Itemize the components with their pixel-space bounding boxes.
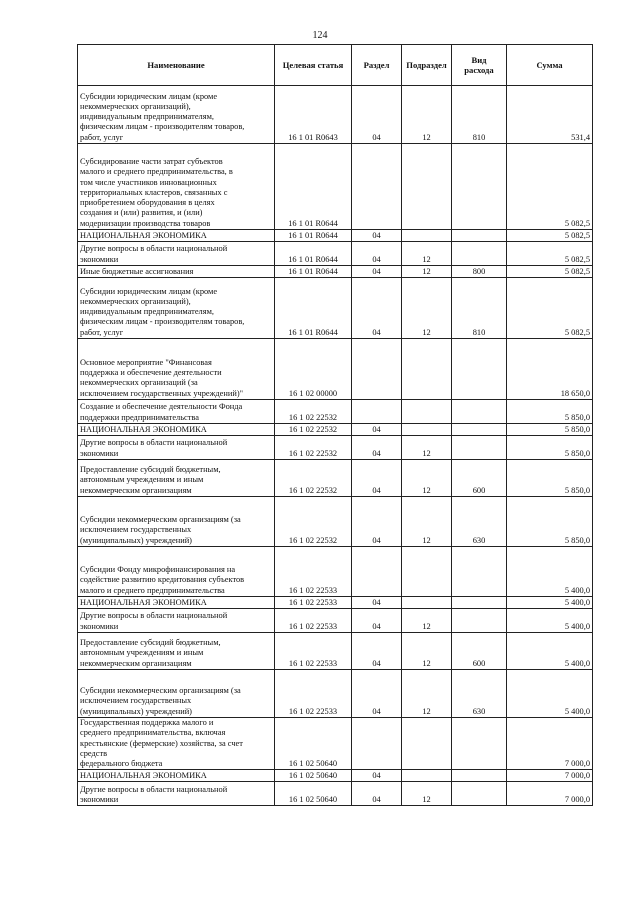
cell-name: Основное мероприятие "Финансовая поддержка и обеспечение деятельности некоммерческих организаций (за исключением государственных учреждений)" <box>78 339 275 400</box>
table-row <box>78 633 593 670</box>
cell-subsection <box>402 400 452 424</box>
cell-target: 16 1 01 R0644 <box>275 266 352 278</box>
cell-kind <box>452 597 507 609</box>
table-row <box>78 144 593 230</box>
cell-name: Субсидии некоммерческим организациям (за исключением государственных (муниципальных) учреждений) <box>78 497 275 547</box>
cell-kind <box>452 436 507 460</box>
cell-kind: 810 <box>452 278 507 339</box>
cell-target: 16 1 02 22532 <box>275 436 352 460</box>
cell-subsection: 12 <box>402 609 452 633</box>
table-row <box>78 266 593 278</box>
cell-subsection <box>402 144 452 230</box>
cell-section: 04 <box>352 230 402 242</box>
cell-sum: 7 000,0 <box>507 782 593 806</box>
cell-section: 04 <box>352 609 402 633</box>
cell-section: 04 <box>352 670 402 718</box>
cell-target: 16 1 02 22533 <box>275 547 352 597</box>
cell-subsection <box>402 718 452 770</box>
cell-section: 04 <box>352 460 402 497</box>
cell-kind: 630 <box>452 670 507 718</box>
cell-name: НАЦИОНАЛЬНАЯ ЭКОНОМИКА <box>78 230 275 242</box>
cell-sum: 5 400,0 <box>507 609 593 633</box>
cell-kind <box>452 339 507 400</box>
cell-section <box>352 339 402 400</box>
cell-sum: 5 400,0 <box>507 547 593 597</box>
cell-sum: 5 850,0 <box>507 424 593 436</box>
cell-sum: 5 400,0 <box>507 597 593 609</box>
cell-target: 16 1 02 50640 <box>275 770 352 782</box>
header-kind: Вид расхода <box>452 45 507 86</box>
cell-sum: 18 650,0 <box>507 339 593 400</box>
cell-name: НАЦИОНАЛЬНАЯ ЭКОНОМИКА <box>78 770 275 782</box>
table-row <box>78 278 593 339</box>
cell-section <box>352 144 402 230</box>
table-row <box>78 782 593 806</box>
cell-name: Предоставление субсидий бюджетным, автономным учреждениям и иным некоммерческим организациям <box>78 460 275 497</box>
cell-section <box>352 718 402 770</box>
cell-section: 04 <box>352 497 402 547</box>
cell-subsection <box>402 547 452 597</box>
cell-subsection: 12 <box>402 782 452 806</box>
cell-kind <box>452 424 507 436</box>
table-row <box>78 770 593 782</box>
cell-name: НАЦИОНАЛЬНАЯ ЭКОНОМИКА <box>78 424 275 436</box>
cell-section: 04 <box>352 597 402 609</box>
cell-sum: 5 850,0 <box>507 460 593 497</box>
cell-name: Субсидирование части затрат субъектов малого и среднего предпринимательства, в том числе участников инновационных территориальных кластеров, связанных с приобретением оборудования в целях создания и (или) развития, и (или) модернизации производства товаров <box>78 144 275 230</box>
cell-sum: 7 000,0 <box>507 770 593 782</box>
cell-target: 16 1 02 22532 <box>275 460 352 497</box>
cell-name: Другие вопросы в области национальной экономики <box>78 242 275 266</box>
cell-subsection <box>402 770 452 782</box>
cell-name: Субсидии юридическим лицам (кроме некоммерческих организаций), индивидуальным предпринимателям, физическим лицам - производителям товаров, работ, услуг <box>78 86 275 144</box>
table-row <box>78 597 593 609</box>
table-row <box>78 242 593 266</box>
cell-subsection <box>402 597 452 609</box>
cell-sum: 5 082,5 <box>507 230 593 242</box>
table-row <box>78 609 593 633</box>
cell-kind: 630 <box>452 497 507 547</box>
table-row <box>78 670 593 718</box>
cell-section: 04 <box>352 278 402 339</box>
cell-sum: 7 000,0 <box>507 718 593 770</box>
cell-kind <box>452 242 507 266</box>
cell-target: 16 1 02 22532 <box>275 424 352 436</box>
table-row <box>78 424 593 436</box>
cell-kind <box>452 400 507 424</box>
cell-target: 16 1 01 R0643 <box>275 86 352 144</box>
table-row <box>78 547 593 597</box>
header-name: Наименование <box>78 45 275 86</box>
header-subsection: Подраздел <box>402 45 452 86</box>
cell-sum: 531,4 <box>507 86 593 144</box>
cell-sum: 5 850,0 <box>507 400 593 424</box>
cell-section: 04 <box>352 782 402 806</box>
cell-subsection <box>402 339 452 400</box>
cell-subsection: 12 <box>402 242 452 266</box>
cell-subsection: 12 <box>402 86 452 144</box>
cell-subsection: 12 <box>402 436 452 460</box>
cell-sum: 5 400,0 <box>507 633 593 670</box>
cell-section <box>352 400 402 424</box>
cell-kind <box>452 230 507 242</box>
cell-sum: 5 082,5 <box>507 242 593 266</box>
cell-name: Другие вопросы в области национальной экономики <box>78 609 275 633</box>
header-sum: Сумма <box>507 45 593 86</box>
cell-kind: 810 <box>452 86 507 144</box>
cell-name: Иные бюджетные ассигнования <box>78 266 275 278</box>
cell-name: Государственная поддержка малого и среднего предпринимательства, включая крестьянские (фермерские) хозяйства, за счет средств федерального бюджета <box>78 718 275 770</box>
cell-sum: 5 850,0 <box>507 436 593 460</box>
cell-kind <box>452 144 507 230</box>
cell-sum: 5 082,5 <box>507 266 593 278</box>
cell-target: 16 1 02 00000 <box>275 339 352 400</box>
cell-target: 16 1 02 50640 <box>275 718 352 770</box>
cell-target: 16 1 02 50640 <box>275 782 352 806</box>
cell-kind <box>452 609 507 633</box>
cell-name: Другие вопросы в области национальной экономики <box>78 782 275 806</box>
cell-target: 16 1 01 R0644 <box>275 242 352 266</box>
table-row <box>78 230 593 242</box>
cell-kind: 600 <box>452 633 507 670</box>
cell-target: 16 1 01 R0644 <box>275 230 352 242</box>
cell-subsection: 12 <box>402 633 452 670</box>
cell-name: Субсидии юридическим лицам (кроме некоммерческих организаций), индивидуальным предпринимателям, физическим лицам - производителям товаров, работ, услуг <box>78 278 275 339</box>
cell-section: 04 <box>352 633 402 670</box>
table-body <box>78 86 593 806</box>
cell-kind <box>452 782 507 806</box>
table-row <box>78 400 593 424</box>
cell-target: 16 1 02 22533 <box>275 670 352 718</box>
cell-kind: 800 <box>452 266 507 278</box>
table-row <box>78 460 593 497</box>
header-row <box>78 45 593 86</box>
cell-sum: 5 082,5 <box>507 278 593 339</box>
header-target: Целевая статья <box>275 45 352 86</box>
cell-target: 16 1 01 R0644 <box>275 144 352 230</box>
cell-subsection: 12 <box>402 278 452 339</box>
cell-section: 04 <box>352 266 402 278</box>
cell-sum: 5 400,0 <box>507 670 593 718</box>
cell-section: 04 <box>352 242 402 266</box>
table-row <box>78 718 593 770</box>
cell-target: 16 1 02 22533 <box>275 609 352 633</box>
cell-section: 04 <box>352 86 402 144</box>
cell-target: 16 1 01 R0644 <box>275 278 352 339</box>
cell-name: Субсидии Фонду микрофинансирования на содействие развитию кредитования субъектов малого и среднего предпринимательства <box>78 547 275 597</box>
cell-kind: 600 <box>452 460 507 497</box>
cell-kind <box>452 718 507 770</box>
cell-section: 04 <box>352 436 402 460</box>
cell-section: 04 <box>352 424 402 436</box>
cell-target: 16 1 02 22532 <box>275 497 352 547</box>
cell-subsection <box>402 230 452 242</box>
page-number: 124 <box>312 30 328 41</box>
cell-subsection: 12 <box>402 266 452 278</box>
cell-section: 04 <box>352 770 402 782</box>
table-row <box>78 339 593 400</box>
table-row <box>78 86 593 144</box>
cell-target: 16 1 02 22533 <box>275 597 352 609</box>
header-section: Раздел <box>352 45 402 86</box>
cell-subsection: 12 <box>402 670 452 718</box>
cell-name: Другие вопросы в области национальной экономики <box>78 436 275 460</box>
cell-section <box>352 547 402 597</box>
cell-kind <box>452 547 507 597</box>
cell-subsection: 12 <box>402 497 452 547</box>
cell-target: 16 1 02 22532 <box>275 400 352 424</box>
cell-subsection: 12 <box>402 460 452 497</box>
cell-sum: 5 082,5 <box>507 144 593 230</box>
cell-target: 16 1 02 22533 <box>275 633 352 670</box>
cell-name: Субсидии некоммерческим организациям (за исключением государственных (муниципальных) учреждений) <box>78 670 275 718</box>
cell-kind <box>452 770 507 782</box>
table-row <box>78 497 593 547</box>
cell-subsection <box>402 424 452 436</box>
cell-name: НАЦИОНАЛЬНАЯ ЭКОНОМИКА <box>78 597 275 609</box>
table-header <box>78 45 593 86</box>
cell-name: Предоставление субсидий бюджетным, автономным учреждениям и иным некоммерческим организациям <box>78 633 275 670</box>
table-row <box>78 436 593 460</box>
cell-name: Создание и обеспечение деятельности Фонда поддержки предпринимательства <box>78 400 275 424</box>
budget-table <box>77 44 593 806</box>
cell-sum: 5 850,0 <box>507 497 593 547</box>
